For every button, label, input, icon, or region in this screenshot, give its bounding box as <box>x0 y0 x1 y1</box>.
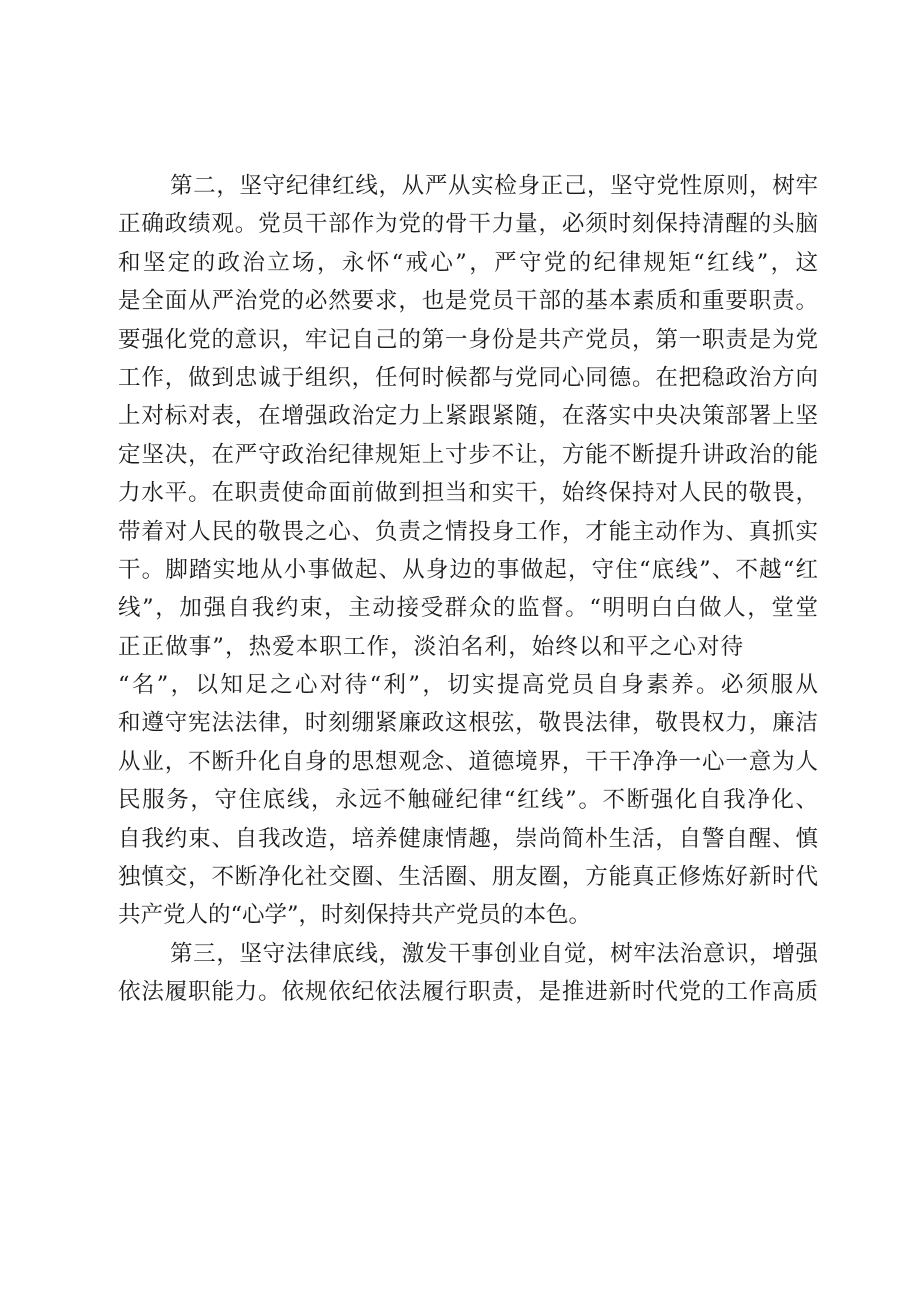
paragraph-line: 干。脚踏实地从小事做起、从身边的事做起，守住“底线”、不越“红 <box>118 556 818 583</box>
paragraph-line: 定坚决，在严守政治纪律规矩上寸步不让，方能不断提升讲政治的能 <box>118 441 818 468</box>
paragraph-line: 独慎交，不断净化社交圈、生活圈、朋友圈，方能真正修炼好新时代 <box>118 864 818 891</box>
paragraph-line: 线”，加强自我约束，主动接受群众的监督。“明明白白做人，堂堂 <box>118 595 818 622</box>
paragraph-line: 和坚定的政治立场，永怀“戒心”，严守党的纪律规矩“红线”，这 <box>118 249 818 276</box>
paragraph-line: 和遵守宪法法律，时刻绷紧廉政这根弦，敬畏法律，敬畏权力，廉洁 <box>118 710 818 737</box>
paragraph-line: 正确政绩观。党员干部作为党的骨干力量，必须时刻保持清醒的头脑 <box>118 211 818 238</box>
paragraph-line: 是全面从严治党的必然要求，也是党员干部的基本素质和重要职责。 <box>118 288 818 315</box>
paragraph-second <box>118 167 818 935</box>
paragraph-line: 带着对人民的敬畏之心、负责之情投身工作，才能主动作为、真抓实 <box>118 518 818 545</box>
paragraph-line: 民服务，守住底线，永远不触碰纪律“红线”。不断强化自我净化、 <box>118 787 818 814</box>
paragraph-third <box>118 935 818 1012</box>
paragraph-line: 第三，坚守法律底线，激发干事创业自觉，树牢法治意识，增强 <box>170 940 818 967</box>
paragraph-line: 共产党人的“心学”，时刻保持共产党员的本色。 <box>118 902 592 929</box>
paragraph-line: 正正做事”，热爱本职工作，淡泊名利，始终以和平之心对待 <box>118 633 745 660</box>
paragraph-line: 上对标对表，在增强政治定力上紧跟紧随，在落实中央决策部署上坚 <box>118 403 818 430</box>
paragraph-line: 依法履职能力。依规依纪依法履行职责，是推进新时代党的工作高质 <box>118 979 818 1006</box>
paragraph-line: 工作，做到忠诚于组织，任何时候都与党同心同德。在把稳政治方向 <box>118 364 818 391</box>
paragraph-line: 自我约束、自我改造，培养健康情趣，崇尚简朴生活，自警自醒、慎 <box>118 825 818 852</box>
paragraph-line: 要强化党的意识，牢记自己的第一身份是共产党员，第一职责是为党 <box>118 326 818 353</box>
document-body <box>118 167 818 1012</box>
paragraph-line: 力水平。在职责使命面前做到担当和实干，始终保持对人民的敬畏， <box>118 480 818 507</box>
paragraph-line: “名”，以知足之心对待“利”，切实提高党员自身素养。必须服从 <box>118 672 818 699</box>
paragraph-line: 从业，不断升化自身的思想观念、道德境界，干干净净一心一意为人 <box>118 748 818 775</box>
paragraph-line: 第二，坚守纪律红线，从严从实检身正己，坚守党性原则，树牢 <box>170 173 818 199</box>
